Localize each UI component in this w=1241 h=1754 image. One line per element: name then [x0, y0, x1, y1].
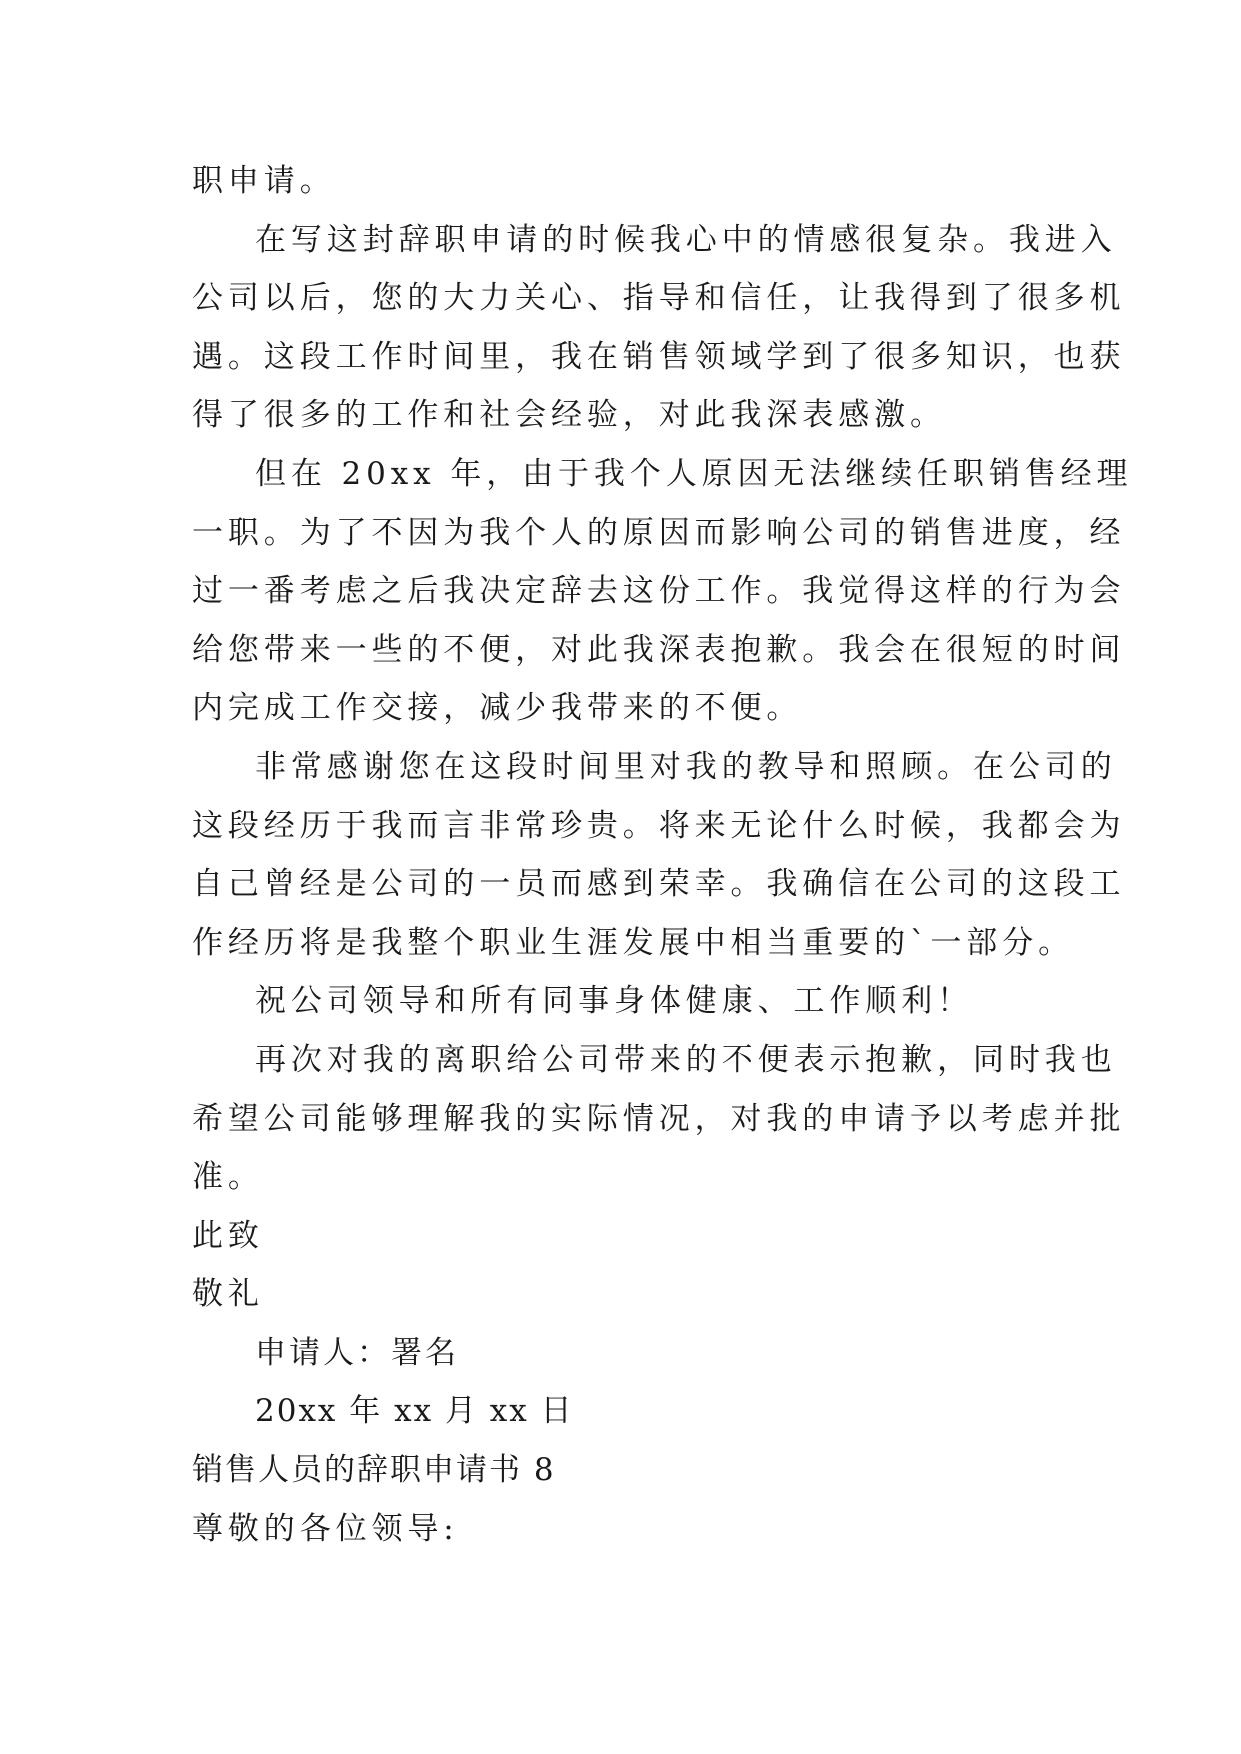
paragraph-line: 在写这封辞职申请的时候我心中的情感很复杂。我进入 [255, 221, 1117, 258]
paragraph-line: 自己曾经是公司的一员而感到荣幸。我确信在公司的这段工 [192, 866, 1126, 903]
paragraph-line: 准。 [192, 1159, 264, 1196]
paragraph-line: 得了很多的工作和社会经验，对此我深表感激。 [192, 397, 946, 434]
paragraph-line: 希望公司能够理解我的实际情况，对我的申请予以考虑并批 [192, 1100, 1126, 1137]
closing-salutation: 此致 [192, 1217, 264, 1254]
paragraph-line: 但在 20xx 年，由于我个人原因无法继续任职销售经理 [255, 455, 1133, 492]
paragraph-line: 内完成工作交接，减少我带来的不便。 [192, 690, 803, 727]
paragraph-line: 遇。这段工作时间里，我在销售领域学到了很多知识，也获 [192, 338, 1126, 375]
paragraph-line: 这段经历于我而言非常珍贵。将来无论什么时候，我都会为 [192, 807, 1126, 844]
paragraph-line: 再次对我的离职给公司带来的不便表示抱歉，同时我也 [255, 1041, 1117, 1078]
paragraph-line: 职申请。 [192, 163, 336, 199]
greeting-line: 尊敬的各位领导: [192, 1510, 459, 1547]
paragraph-line: 过一番考虑之后我决定辞去这份工作。我觉得这样的行为会 [192, 573, 1126, 610]
paragraph-line: 给您带来一些的不便，对此我深表抱歉。我会在很短的时间 [192, 631, 1126, 668]
signature-date: 20xx 年 xx 月 xx 日 [255, 1393, 574, 1430]
paragraph-line: 作经历将是我整个职业生涯发展中相当重要的`一部分。 [192, 924, 1074, 961]
letter-body [192, 152, 1133, 1558]
paragraph-line: 一职。为了不因为我个人的原因而影响公司的销售进度，经 [192, 514, 1126, 551]
signature-applicant: 申请人：署名 [255, 1334, 459, 1371]
section-heading: 销售人员的辞职申请书 8 [192, 1452, 556, 1489]
closing-regards: 敬礼 [192, 1276, 264, 1313]
paragraph-line: 公司以后，您的大力关心、指导和信任，让我得到了很多机 [192, 280, 1126, 317]
paragraph-line: 祝公司领导和所有同事身体健康、工作顺利！ [255, 983, 973, 1020]
paragraph-line: 非常感谢您在这段时间里对我的教导和照顾。在公司的 [255, 748, 1117, 785]
